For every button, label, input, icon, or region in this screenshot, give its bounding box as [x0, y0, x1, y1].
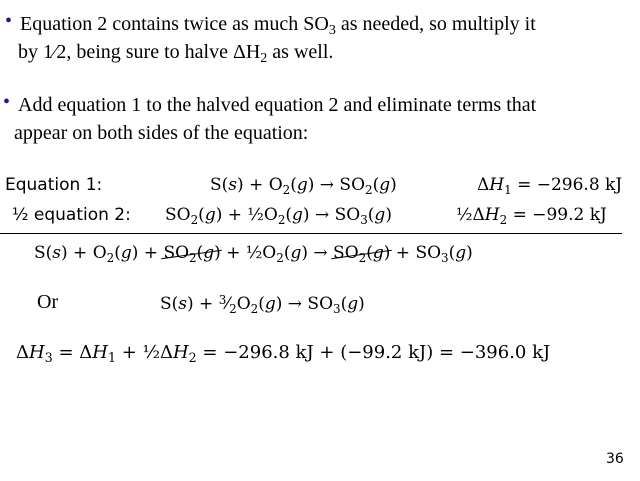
bullet-1-line-2: by 1⁄2, being sure to halve $\Delta H_2$ as well.	[18, 41, 334, 66]
bullet-1-line-1: Equation 2 contains twice as much $SO_3$ as needed, so multiply it	[20, 13, 536, 38]
bullet-2-line-1: Add equation 1 to the halved equation 2 and eliminate terms that	[18, 94, 537, 116]
bullet-2-line-2: appear on both sides of the equation:	[14, 122, 309, 144]
summed-equation: $S(s) + O_2(g) + SO_2(g)$ + $\frac{1}{2}O_2(g) \to SO_2(g) + SO_3(g)$	[34, 243, 473, 265]
equation-1: $S(s) + O_2(g) \to SO_2(g)$	[210, 175, 397, 197]
bullet-marker: •	[5, 10, 13, 32]
or-label: Or	[37, 291, 59, 313]
hess-law-result: $\Delta H_3 = \Delta H_1$ + $\frac{1}{2}\Delta H_2 = -296.8$ kJ + (−99.2 kJ) = −396.0 kJ	[16, 342, 551, 365]
sum-divider	[0, 233, 622, 234]
equation-2-label: ½ equation 2:	[12, 205, 131, 225]
equation-2-enthalpy: $\frac{1}{2}\Delta H_2 = -99.2$ kJ	[456, 205, 607, 227]
net-equation: $S(s) + ^3⁄_2O_2(g) \to SO_3(g)$	[160, 293, 365, 316]
bullet-marker: •	[3, 91, 11, 113]
equation-1-label: Equation 1:	[5, 175, 103, 195]
equation-1-enthalpy: $\Delta H_1 = -296.8$ kJ	[477, 175, 623, 197]
equation-2-halved: $SO_2(g)$ + $\frac{1}{2}O_2(g) \to SO_3(g)$	[165, 205, 392, 227]
page-number: 36	[606, 451, 624, 467]
